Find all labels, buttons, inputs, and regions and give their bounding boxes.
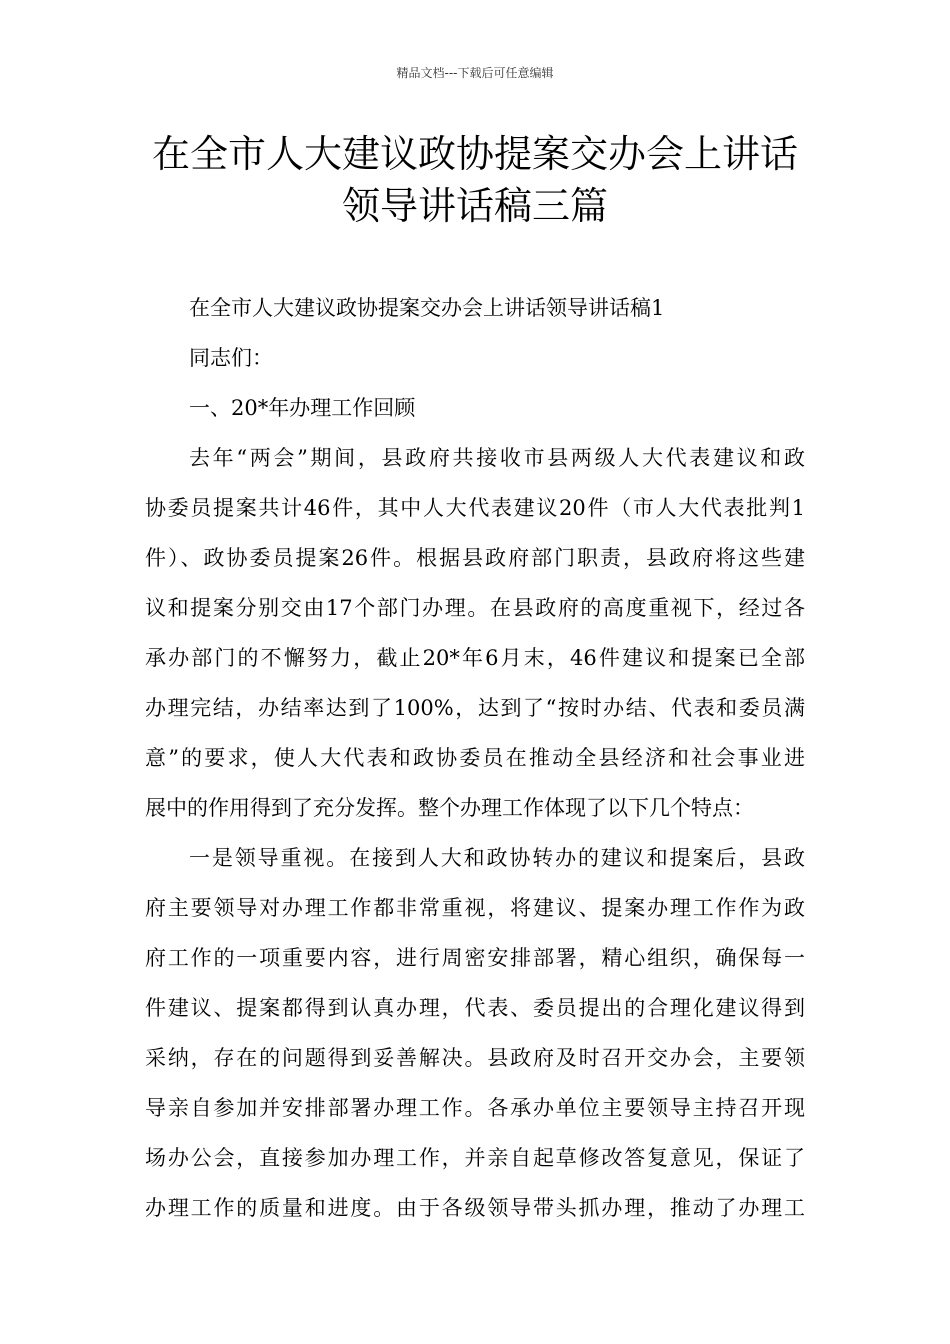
paragraph-line: 办理完结，办结率达到了100%，达到了“按时办结、代表和委员满 (145, 696, 805, 720)
title-line-2: 领导讲话稿三篇 (341, 184, 608, 228)
paragraph-line: 件建议、提案都得到认真办理，代表、委员提出的合理化建议得到 (145, 996, 805, 1020)
paragraph-line: 协委员提案共计46件，其中人大代表建议20件（市人大代表批判1 (145, 496, 805, 520)
paragraph-line: 府主要领导对办理工作都非常重视，将建议、提案办理工作作为政 (145, 896, 805, 920)
paragraph-line: 府工作的一项重要内容，进行周密安排部署，精心组织，确保每一 (145, 946, 805, 970)
paragraph (145, 383, 805, 433)
paragraph-line: 办理工作的质量和进度。由于各级领导带头抓办理，推动了办理工 (145, 1196, 805, 1220)
paragraph-line: 采纳，存在的问题得到妥善解决。县政府及时召开交办会，主要领 (145, 1046, 805, 1070)
paragraph (145, 283, 805, 333)
paragraph-line: 同志们： (189, 346, 273, 370)
paragraph-line: 在全市人大建议政协提案交办会上讲话领导讲话稿1 (189, 296, 665, 320)
paragraph-line: 去年“两会”期间，县政府共接收市县两级人大代表建议和政 (189, 446, 805, 470)
paragraph-line: 议和提案分别交由17个部门办理。在县政府的高度重视下，经过各 (145, 596, 805, 620)
paragraph (145, 833, 805, 1233)
document-title (100, 128, 850, 232)
paragraph-line: 意”的要求，使人大代表和政协委员在推动全县经济和社会事业进 (145, 746, 805, 770)
paragraph-line: 一、20*年办理工作回顾 (189, 396, 416, 420)
paragraph-line: 一是领导重视。在接到人大和政协转办的建议和提案后，县政 (189, 846, 805, 870)
paragraph-line: 场办公会，直接参加办理工作，并亲自起草修改答复意见，保证了 (145, 1146, 805, 1170)
paragraph (145, 433, 805, 833)
paragraph (145, 333, 805, 383)
paragraph-line: 导亲自参加并安排部署办理工作。各承办单位主要领导主持召开现 (145, 1096, 805, 1120)
paragraph-line: 件）、政协委员提案26件。根据县政府部门职责，县政府将这些建 (145, 546, 805, 570)
title-line-1: 在全市人大建议政协提案交办会上讲话 (151, 132, 798, 176)
paragraph-line: 承办部门的不懈努力，截止20*年6月末，46件建议和提案已全部 (145, 646, 805, 670)
paragraph-line: 展中的作用得到了充分发挥。整个办理工作体现了以下几个特点： (145, 796, 754, 820)
header-note: 精品文档---下载后可任意编辑 (396, 66, 554, 80)
document-body (145, 283, 805, 1233)
